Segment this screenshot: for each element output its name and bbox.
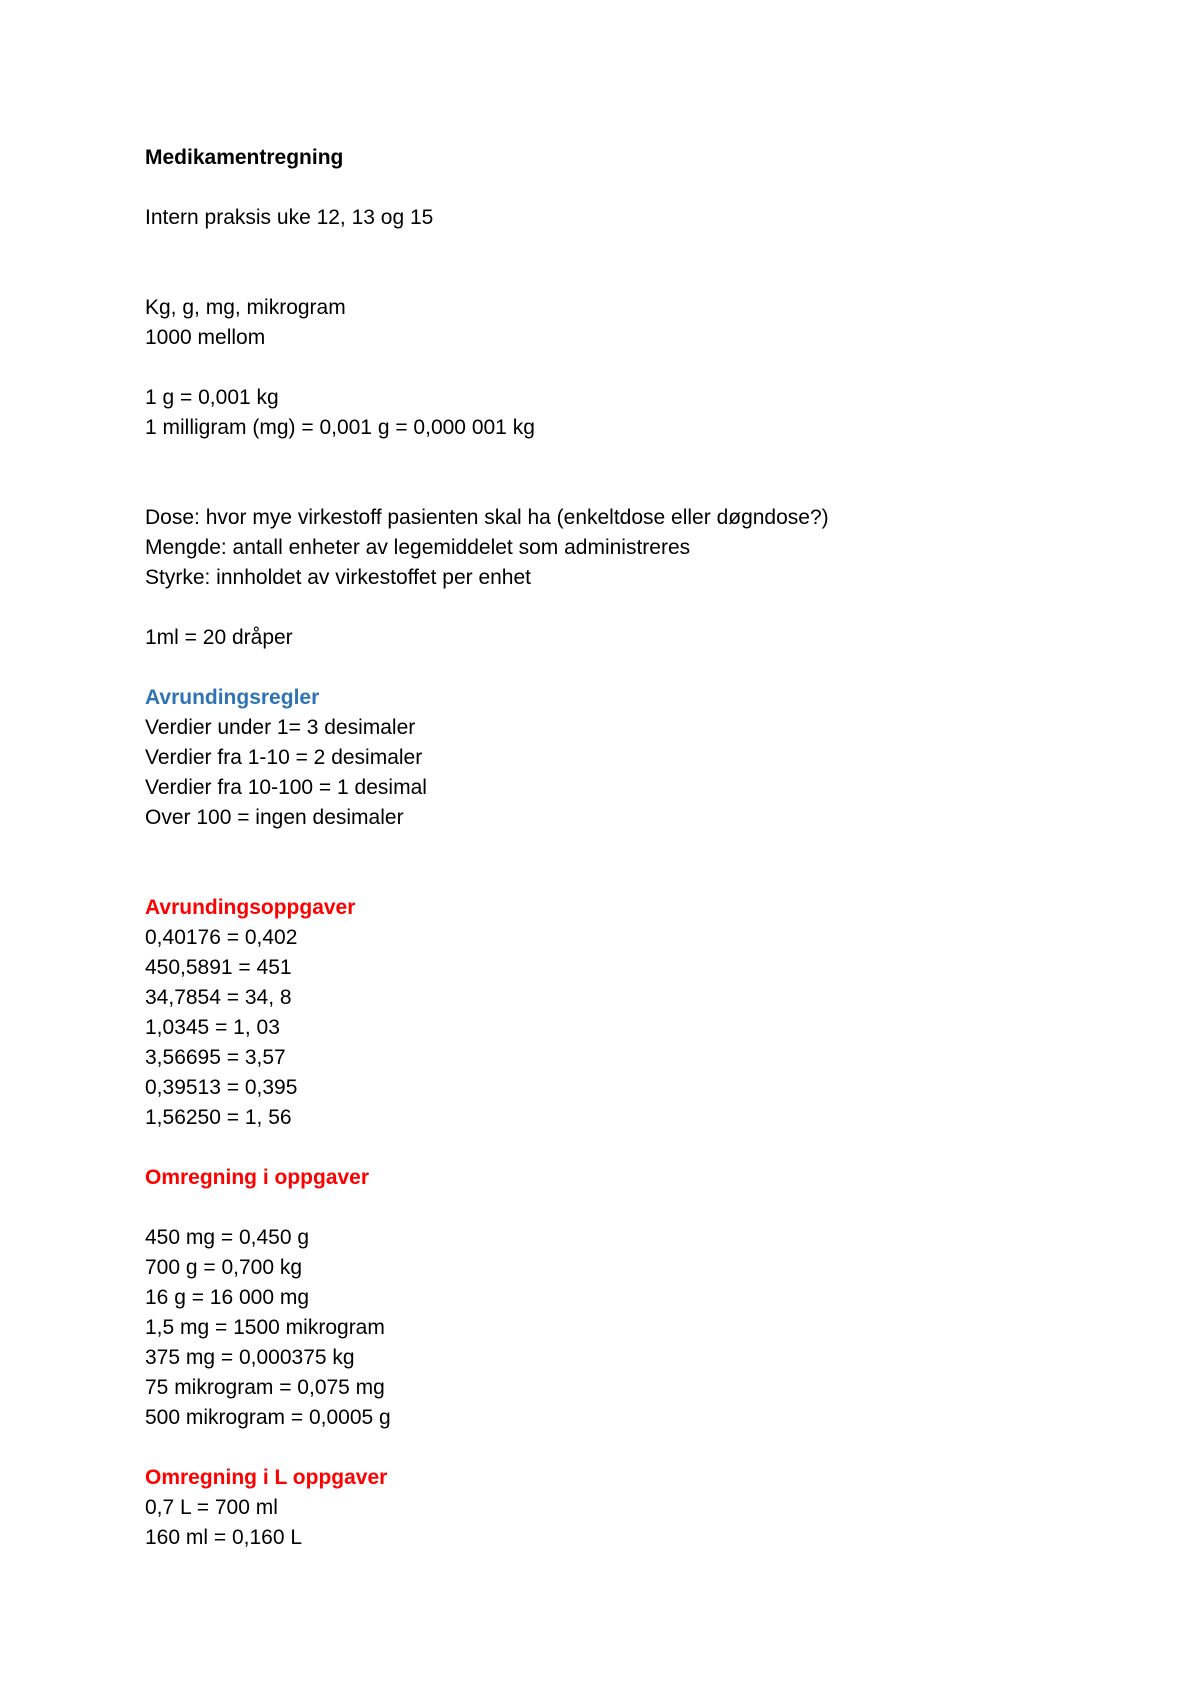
rounding-task: 1,56250 = 1, 56 [145,1106,292,1129]
conversion-task: 500 mikrogram = 0,0005 g [145,1406,391,1429]
rounding-rule: Verdier under 1= 3 desimaler [145,716,416,739]
units-line: Kg, g, mg, mikrogram [145,296,346,319]
liter-task: 0,7 L = 700 ml [145,1496,278,1519]
spacer [145,1133,1105,1163]
conversion-task: 16 g = 16 000 mg [145,1286,310,1309]
definitions [145,503,1105,593]
definition-line: Mengde: antall enheter av legemiddelet som administreres [145,536,691,559]
rounding-task: 1,0345 = 1, 03 [145,1016,280,1039]
spacer [145,173,1105,203]
spacer [145,353,1105,383]
conversion-tasks-heading: Omregning i oppgaver [145,1166,370,1189]
rounding-task: 34,7854 = 34, 8 [145,986,292,1009]
document-subtitle: Intern praksis uke 12, 13 og 15 [145,206,434,229]
spacer [145,833,1105,893]
conversion-task: 450 mg = 0,450 g [145,1226,310,1249]
spacer [145,443,1105,503]
liter-tasks-heading: Omregning i L oppgaver [145,1466,388,1489]
definition-line: Styrke: innholdet av virkestoffet per enhet [145,566,531,589]
spacer [145,653,1105,683]
spacer [145,593,1105,623]
conversion-task: 700 g = 0,700 kg [145,1256,303,1279]
conversion-task: 1,5 mg = 1500 mikrogram [145,1316,385,1339]
basic-conversions [145,383,1105,443]
document-content [145,143,1105,1553]
units-factor-line: 1000 mellom [145,326,266,349]
conversion-line: 1 g = 0,001 kg [145,386,279,409]
liter-task: 160 ml = 0,160 L [145,1526,303,1549]
conversion-line: 1 milligram (mg) = 0,001 g = 0,000 001 kg [145,416,535,439]
spacer [145,233,1105,293]
rounding-task: 450,5891 = 451 [145,956,292,979]
liter-tasks-list [145,1493,1105,1553]
drops-conversion: 1ml = 20 dråper [145,626,293,649]
rounding-rules-heading: Avrundingsregler [145,686,320,709]
rounding-rule: Verdier fra 1-10 = 2 desimaler [145,746,423,769]
rounding-tasks-list [145,923,1105,1133]
rounding-rules-list [145,713,1105,833]
document-title: Medikamentregning [145,146,344,169]
conversion-tasks-list [145,1223,1105,1433]
spacer [145,1193,1105,1223]
rounding-task: 3,56695 = 3,57 [145,1046,286,1069]
rounding-task: 0,39513 = 0,395 [145,1076,298,1099]
rounding-rule: Over 100 = ingen desimaler [145,806,404,829]
rounding-tasks-heading: Avrundingsoppgaver [145,896,356,919]
conversion-task: 75 mikrogram = 0,075 mg [145,1376,385,1399]
rounding-task: 0,40176 = 0,402 [145,926,298,949]
spacer [145,1433,1105,1463]
conversion-task: 375 mg = 0,000375 kg [145,1346,355,1369]
definition-line: Dose: hvor mye virkestoff pasienten skal ha (enkeltdose eller døgndose?) [145,506,829,529]
rounding-rule: Verdier fra 10-100 = 1 desimal [145,776,427,799]
